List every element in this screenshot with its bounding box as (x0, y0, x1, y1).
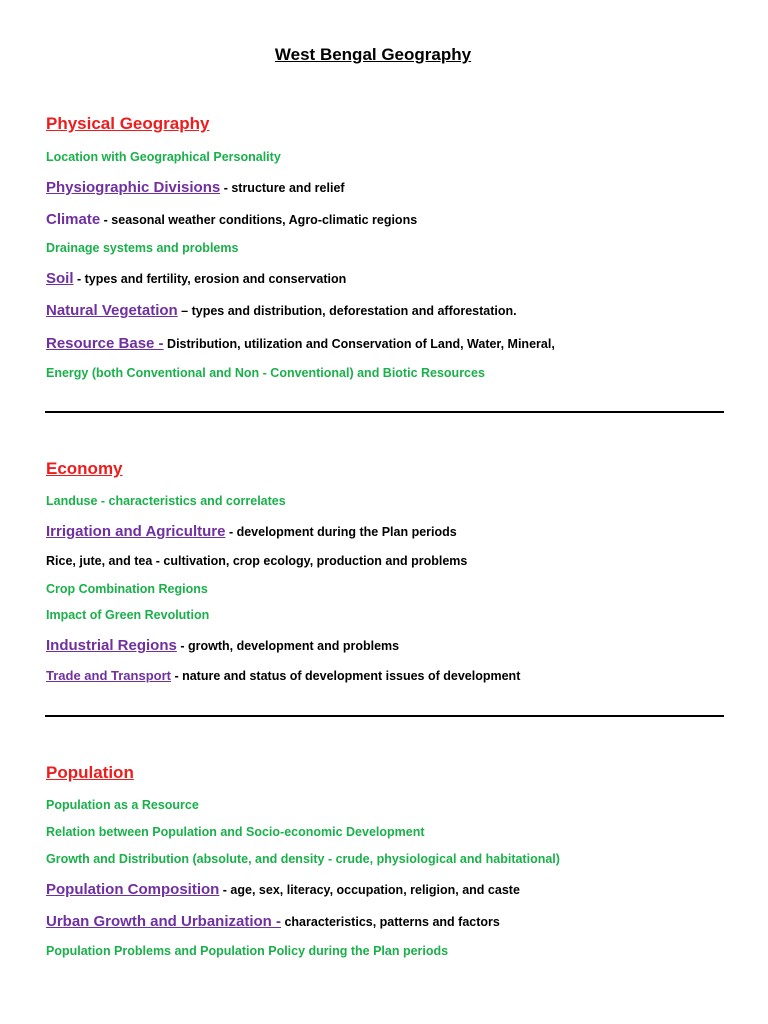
physical-line-1-text: Location with Geographical Personality (46, 150, 281, 164)
economy-heading: Economy (46, 459, 123, 478)
population-line-4 (46, 880, 520, 900)
section-divider (45, 411, 724, 413)
economy-line-6 (46, 636, 399, 656)
physical-line-7-desc: Distribution, utilization and Conservation of Land, Water, Mineral, (163, 337, 555, 351)
population-line-5 (46, 912, 500, 932)
economy-line-2-term: Irrigation and Agriculture (46, 523, 226, 540)
economy-line-4-text: Crop Combination Regions (46, 582, 208, 596)
section-heading-physical (46, 114, 209, 135)
economy-line-1 (46, 491, 286, 511)
physical-line-8 (46, 363, 485, 383)
physical-line-3 (46, 210, 417, 230)
physical-line-5-term: Soil (46, 270, 74, 287)
physical-line-7-term: Resource Base - (46, 335, 164, 352)
physical-line-3-desc: - seasonal weather conditions, Agro-climatic regions (100, 213, 418, 227)
population-heading: Population (46, 763, 134, 782)
population-line-2-text: Relation between Population and Socio-economic Development (46, 825, 425, 839)
population-line-4-term: Population Composition (46, 881, 220, 898)
section-heading-economy (46, 459, 123, 480)
economy-line-7-desc: - nature and status of development issues of development (170, 669, 521, 683)
population-line-5-term: Urban Growth and Urbanization - (46, 913, 281, 930)
physical-line-4-text: Drainage systems and problems (46, 241, 239, 255)
physical-line-1 (46, 147, 281, 167)
economy-line-5 (46, 605, 209, 625)
physical-line-8-text: Energy (both Conventional and Non - Conventional) and Biotic Resources (46, 366, 485, 380)
population-line-1 (46, 795, 199, 815)
physical-line-5-desc: - types and fertility, erosion and conservation (73, 272, 347, 286)
economy-line-2 (46, 522, 457, 542)
population-line-1-text: Population as a Resource (46, 798, 199, 812)
physical-line-6 (46, 301, 517, 321)
economy-line-4 (46, 579, 208, 599)
physical-line-2 (46, 178, 345, 198)
economy-line-3-text: Rice, jute, and tea - cultivation, crop ecology, production and problems (46, 554, 468, 568)
economy-line-6-desc: - growth, development and problems (176, 639, 400, 653)
economy-line-2-desc: - development during the Plan periods (225, 525, 457, 539)
section-heading-population (46, 763, 134, 784)
economy-line-7-term: Trade and Transport (46, 668, 171, 683)
economy-line-5-text: Impact of Green Revolution (46, 608, 210, 622)
physical-line-2-term: Physiographic Divisions (46, 179, 221, 196)
economy-line-6-term: Industrial Regions (46, 637, 177, 654)
population-line-2 (46, 822, 425, 842)
population-line-5-desc: characteristics, patterns and factors (281, 915, 500, 929)
physical-line-2-desc: - structure and relief (220, 181, 345, 195)
physical-line-6-desc: – types and distribution, deforestation and afforestation. (177, 304, 517, 318)
population-line-3 (46, 849, 560, 869)
economy-line-1-text: Landuse - characteristics and correlates (46, 494, 286, 508)
population-line-6 (46, 941, 448, 961)
population-line-3-text: Growth and Distribution (absolute, and density - crude, physiological and habitational) (46, 852, 560, 866)
physical-line-6-term: Natural Vegetation (46, 302, 178, 319)
physical-line-7 (46, 334, 555, 354)
economy-line-3 (46, 551, 467, 571)
physical-line-5 (46, 269, 346, 289)
physical-heading: Physical Geography (46, 114, 210, 133)
section-divider (45, 715, 724, 717)
page-title: West Bengal Geography (274, 45, 472, 64)
physical-line-4 (46, 238, 238, 258)
economy-line-7 (46, 666, 520, 686)
physical-line-3-term: Climate (46, 211, 101, 228)
population-line-6-text: Population Problems and Population Policy during the Plan periods (46, 944, 449, 958)
population-line-4-desc: - age, sex, literacy, occupation, religion, and caste (219, 883, 520, 897)
